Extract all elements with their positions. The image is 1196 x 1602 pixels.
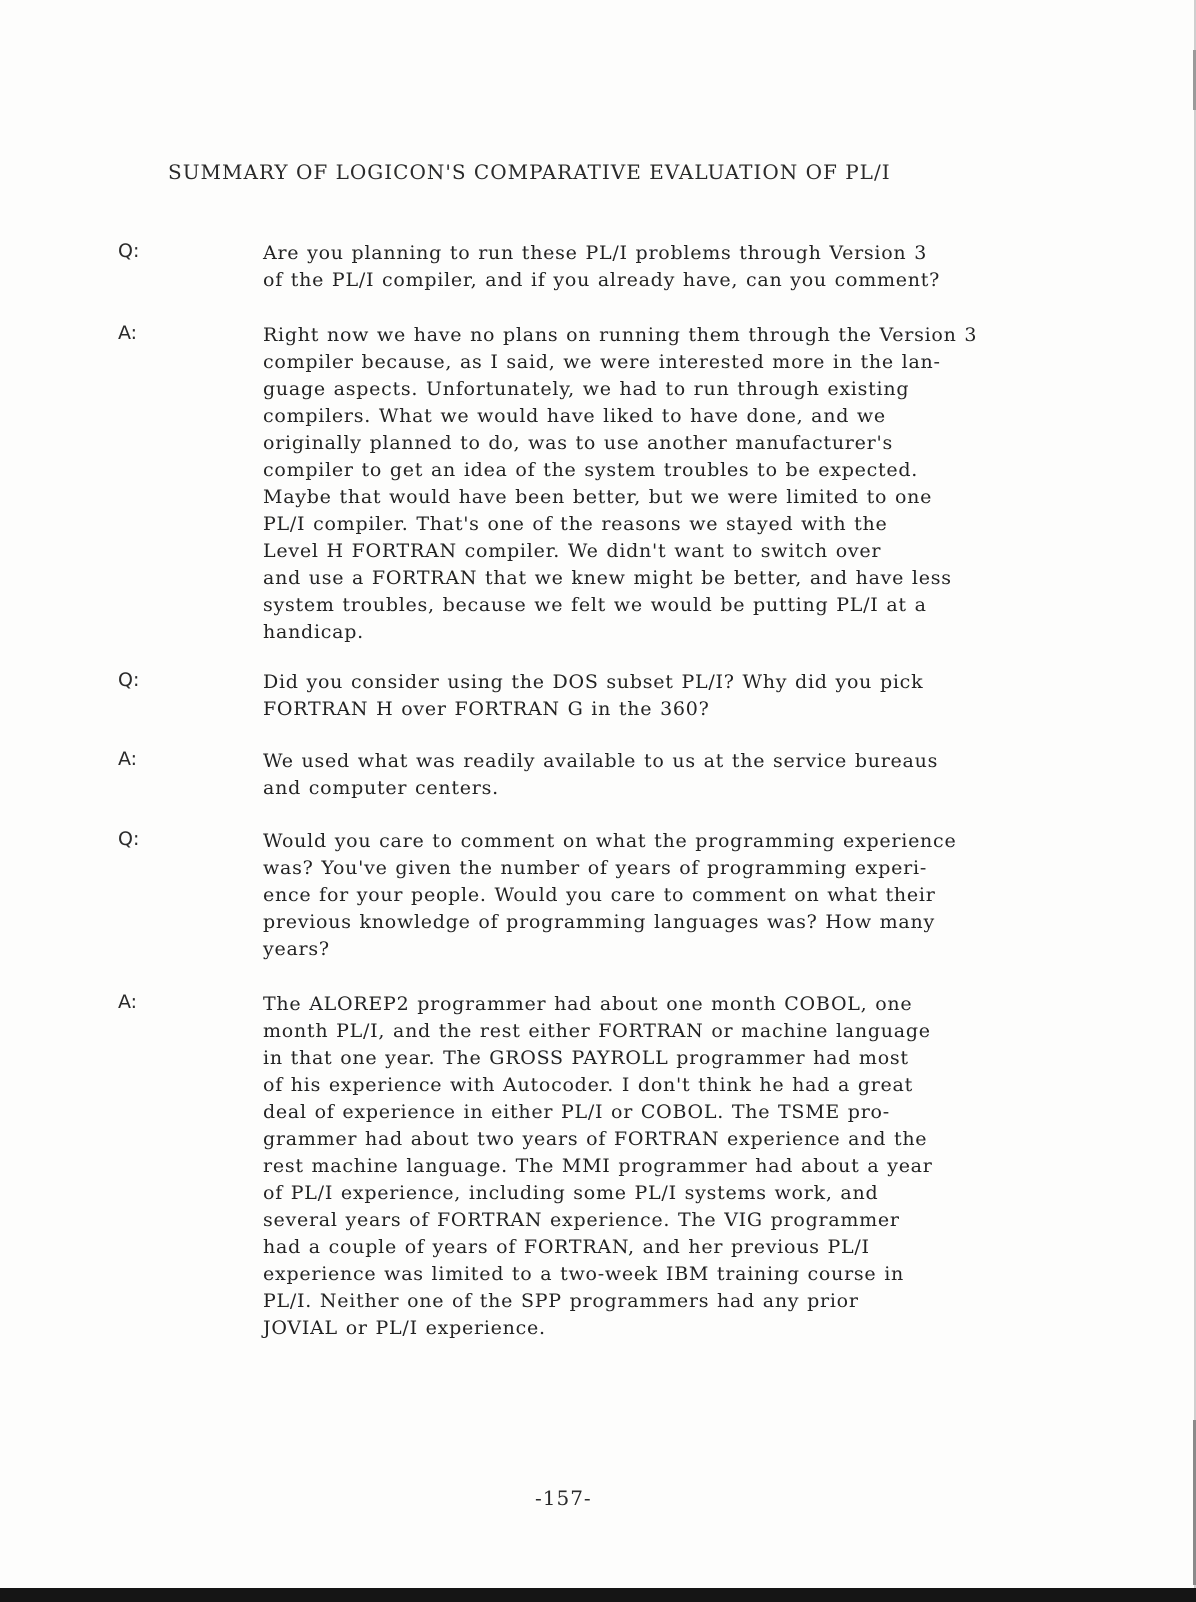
text-line: FORTRAN H over FORTRAN G in the 360? [263,698,710,720]
text-line: of his experience with Autocoder. I don't think he had a great [263,1074,914,1096]
text-line: month PL/I, and the rest either FORTRAN or machine language [263,1020,931,1042]
text-line: PL/I. Neither one of the SPP programmers had any prior [263,1290,859,1312]
text-line: We used what was readily available to us at the service bureaus [263,750,939,772]
document-title: SUMMARY OF LOGICON'S COMPARATIVE EVALUATION OF PL/I [168,160,891,184]
page-number: -157- [535,1486,592,1510]
text-line: in that one year. The GROSS PAYROLL programmer had most [263,1047,909,1069]
text-line: years? [263,938,330,960]
question-label: Q: [118,240,140,262]
text-line: Did you consider using the DOS subset PL/I? Why did you pick [263,671,924,693]
text-line: Level H FORTRAN compiler. We didn't want to switch over [263,540,882,562]
text-line: guage aspects. Unfortunately, we had to run through existing [263,378,910,400]
scan-bottom-border [0,1588,1196,1602]
text-line: previous knowledge of programming languages was? How many [263,911,935,933]
text-line: originally planned to do, was to use another manufacturer's [263,432,893,454]
text-line: handicap. [263,621,364,643]
text-line: several years of FORTRAN experience. The VIG programmer [263,1209,900,1231]
text-line: compiler to get an idea of the system troubles to be expected. [263,459,919,481]
text-line: deal of experience in either PL/I or COBOL. The TSME pro- [263,1101,890,1123]
question-text [263,828,1163,963]
question-text [263,669,1163,723]
text-line: had a couple of years of FORTRAN, and her previous PL/I [263,1236,870,1258]
text-line: rest machine language. The MMI programmer had about a year [263,1155,933,1177]
text-line: Right now we have no plans on running them through the Version 3 [263,324,978,346]
text-line: compiler because, as I said, we were interested more in the lan- [263,351,941,373]
text-line: experience was limited to a two-week IBM training course in [263,1263,905,1285]
text-line: Would you care to comment on what the programming experience [263,830,957,852]
text-line: PL/I compiler. That's one of the reasons we stayed with the [263,513,888,535]
text-line: compilers. What we would have liked to have done, and we [263,405,886,427]
text-line: and computer centers. [263,777,499,799]
answer-text [263,991,1163,1342]
question-label: Q: [118,669,140,691]
text-line: of the PL/I compiler, and if you already have, can you comment? [263,269,941,291]
question-label: Q: [118,828,140,850]
question-text [263,240,1163,294]
text-line: of PL/I experience, including some PL/I systems work, and [263,1182,879,1204]
answer-label: A: [118,322,138,344]
answer-text [263,748,1163,802]
text-line: was? You've given the number of years of programming experi- [263,857,927,879]
answer-label: A: [118,991,138,1013]
answer-label: A: [118,748,138,770]
text-line: Are you planning to run these PL/I problems through Version 3 [263,242,928,264]
text-line: grammer had about two years of FORTRAN experience and the [263,1128,928,1150]
text-line: ence for your people. Would you care to comment on what their [263,884,936,906]
text-line: The ALOREP2 programmer had about one month COBOL, one [263,993,913,1015]
text-line: JOVIAL or PL/I experience. [263,1317,546,1339]
text-line: and use a FORTRAN that we knew might be better, and have less [263,567,952,589]
answer-text [263,322,1163,646]
text-line: Maybe that would have been better, but we were limited to one [263,486,933,508]
text-line: system troubles, because we felt we would be putting PL/I at a [263,594,927,616]
